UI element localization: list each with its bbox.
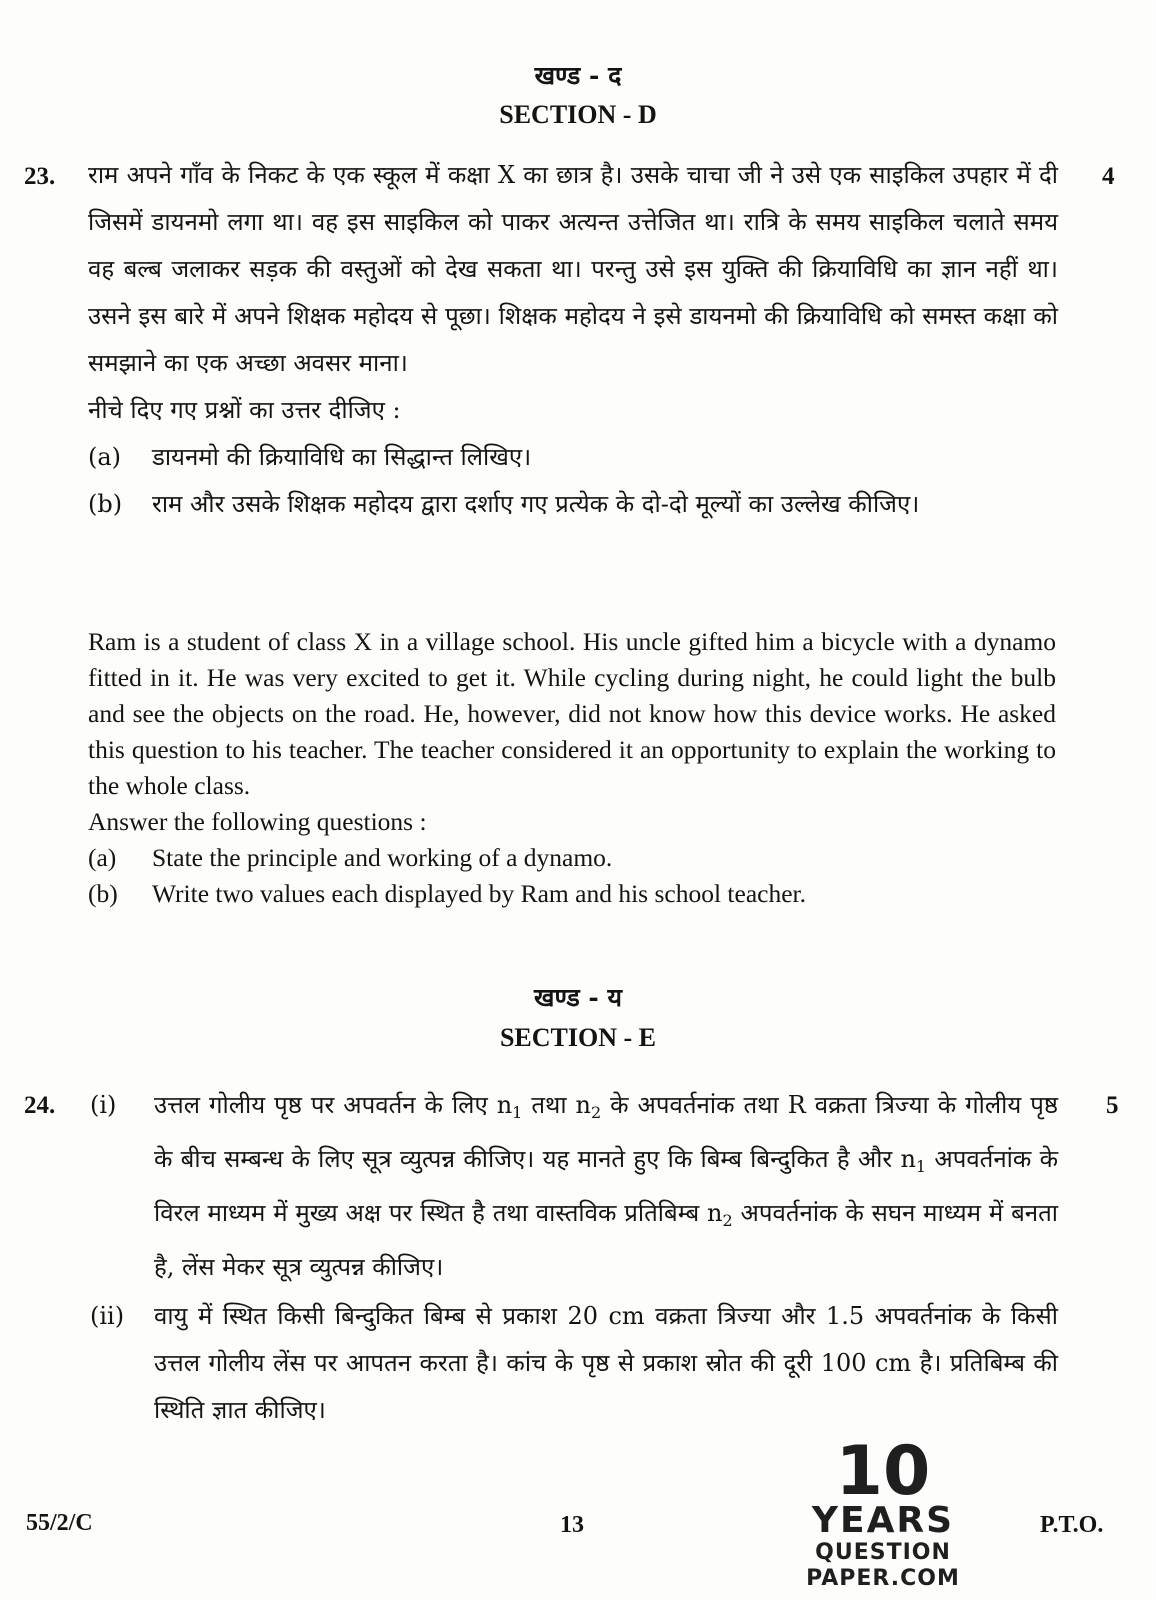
section-d-heading: SECTION - D	[499, 100, 657, 129]
q23-hindi-b-text: राम और उसके शिक्षक महोदय द्वारा दर्शाए गए प्रत्येक के दो-दो मूल्यों का उल्लेख कीजिए।	[152, 490, 920, 518]
q23-english-prompt: Answer the following questions :	[88, 807, 427, 836]
q24-part-i	[90, 1082, 1058, 1291]
q24-i-text-4: अपवर्तनांक के विरल माध्यम में मुख्य अक्ष पर स्थित है तथा वास्तविक प्रतिबिम्ब n	[154, 1145, 1058, 1227]
q23-english-a-text: State the principle and working of a dynamo.	[152, 843, 613, 872]
q23-english-b-label: (b)	[88, 879, 118, 908]
q24-i-sub-1: 1	[512, 1103, 523, 1122]
watermark-logo	[738, 1432, 1028, 1592]
q24-i-sub-3: 1	[915, 1157, 927, 1176]
q23-english-a-label: (a)	[88, 843, 117, 872]
q23-hindi-paragraph: राम अपने गाँव के निकट के एक स्कूल में कक्षा X का छात्र है। उसके चाचा जी ने उसे एक साइकिल उपहार में दी जिसमें डायनमो लगा था। वह इस साइकिल को पाकर अत्यन्त उत्तेजित था। रात्रि के समय साइकिल चलाते समय वह बल्ब जलाकर सड़क की वस्तुओं को देख सकता था। परन्तु उसे इस युक्ति की क्रियाविधि का ज्ञान नहीं था। उसने इस बारे में अपने शिक्षक महोदय से पूछा। शिक्षक महोदय ने इसे डायनमो की क्रियाविधि को समस्त कक्षा को समझाने का एक अच्छा अवसर माना।	[88, 161, 1058, 377]
q24-i-sub-2: 2	[590, 1103, 602, 1122]
q24-ii-label: (ii)	[90, 1302, 125, 1330]
q23-hindi-prompt: नीचे दिए गए प्रश्नों का उत्तर दीजिए :	[88, 396, 401, 424]
question-24-body	[90, 1082, 1058, 1434]
question-23-number: 23.	[24, 163, 56, 190]
section-e-hindi-heading: खण्ड - य	[534, 983, 622, 1012]
q24-ii-text: वायु में स्थित किसी बिन्दुकित बिम्ब से प्रकाश 20 cm वक्रता त्रिज्या और 1.5 अपवर्तनांक के किसी उत्तल गोलीय लेंस पर आपतन करता है। कांच के पृष्ठ से प्रकाश स्रोत की दूरी 100 cm है। प्रतिबिम्ब की स्थिति ज्ञात कीजिए।	[154, 1302, 1058, 1424]
q23-english-paragraph: Ram is a student of class X in a village school. His uncle gifted him a bicycle with a dynamo fitted in it. He was very excited to get it. While cycling during night, he could light the bulb and see the objects on the road. He, however, did not know how this device works. He asked this question to his teacher. The teacher considered it an opportunity to explain the working to the whole class.	[88, 627, 1056, 800]
q23-hindi-part-a	[88, 434, 1058, 481]
question-24-marks: 5	[1106, 1092, 1119, 1119]
q23-english-part-a	[88, 840, 1056, 876]
watermark-site: QUESTION PAPER.COM	[806, 1540, 960, 1591]
section-d-hindi-heading: खण्ड - द	[534, 61, 622, 90]
q24-i-text-2: तथा n	[522, 1091, 591, 1119]
pto-label: P.T.O.	[1040, 1512, 1104, 1538]
question-23-hindi	[88, 152, 1058, 528]
question-23-english	[88, 624, 1056, 912]
paper-code: 55/2/C	[26, 1510, 93, 1536]
q23-english-b-text: Write two values each displayed by Ram and his school teacher.	[152, 879, 806, 908]
q23-english-part-b	[88, 876, 1056, 912]
q24-i-sub-4: 2	[722, 1211, 733, 1230]
q24-i-label: (i)	[90, 1091, 117, 1119]
q23-hindi-a-text: डायनमो की क्रियाविधि का सिद्धान्त लिखिए।	[152, 443, 532, 471]
section-e-heading: SECTION - E	[499, 1023, 657, 1052]
q24-i-text-1: उत्तल गोलीय पृष्ठ पर अपवर्तन के लिए n	[154, 1091, 513, 1119]
page-number: 13	[560, 1512, 584, 1538]
q23-hindi-a-label: (a)	[88, 443, 122, 471]
q23-hindi-part-b	[88, 481, 1058, 528]
watermark-years: YEARS	[811, 1500, 955, 1541]
q24-i-text-3: के अपवर्तनांक तथा R वक्रता त्रिज्या के गोलीय पृष्ठ के बीच सम्बन्ध के लिए सूत्र व्युत्पन्न कीजिए। यह मानते हुए कि बिम्ब बिन्दुकित है और n	[154, 1091, 1058, 1173]
q23-hindi-b-label: (b)	[88, 490, 123, 518]
q24-part-ii	[90, 1293, 1058, 1434]
question-24-number: 24.	[24, 1092, 56, 1119]
q24-i-text-5: अपवर्तनांक के सघन माध्यम में बनता है, लेंस मेकर सूत्र व्युत्पन्न कीजिए।	[154, 1199, 1058, 1281]
watermark-number: 10	[835, 1432, 931, 1511]
question-23-marks: 4	[1102, 163, 1115, 190]
